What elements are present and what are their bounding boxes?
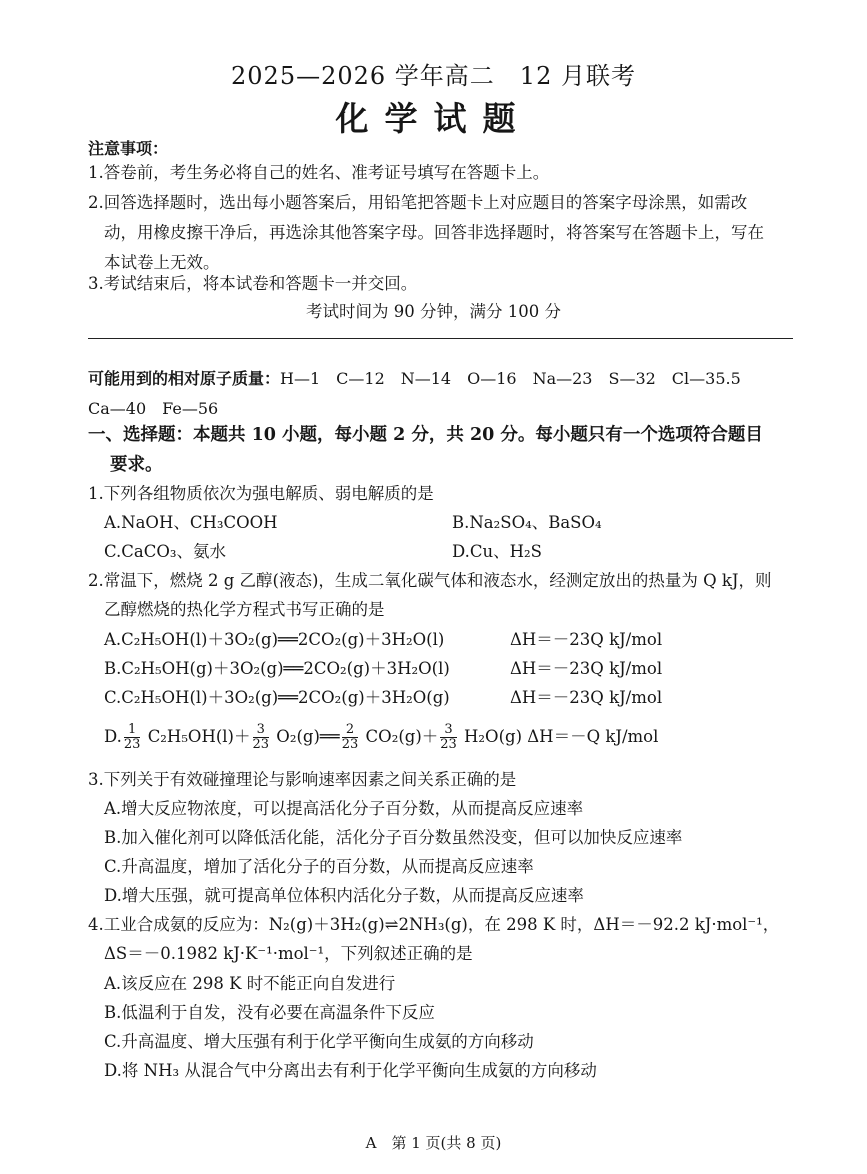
note-2 [88, 188, 800, 278]
question-2-stem-line-1: 2.常温下，燃烧 2 g 乙醇(液态)，生成二氧化碳气体和液态水，经测定放出的热量为 Q kJ，则 [88, 571, 772, 590]
divider-line [88, 338, 793, 339]
question-2-stem [88, 566, 800, 624]
fraction-3-23 [253, 723, 270, 752]
question-2-option-b-enthalpy: ΔH＝－23Q kJ/mol [510, 659, 663, 678]
fraction-numerator: 3 [253, 723, 270, 738]
section-heading-line-2: 要求。 [110, 455, 163, 475]
option-d-term-3: CO₂(g)＋ [365, 727, 439, 746]
question-2-option-c-enthalpy: ΔH＝－23Q kJ/mol [510, 688, 663, 707]
section-heading [88, 420, 800, 480]
note-3: 3.考试结束后，将本试卷和答题卡一并交回。 [88, 274, 418, 293]
question-4-option-c: C.升高温度、增大压强有利于化学平衡向生成氨的方向移动 [104, 1032, 534, 1051]
fraction-denominator: 23 [440, 737, 457, 752]
question-2-option-d [104, 722, 658, 752]
option-d-term-1: C₂H₅OH(l)＋ [147, 727, 251, 746]
fraction-denominator: 23 [341, 737, 359, 752]
question-4-stem [88, 910, 800, 968]
fraction-numerator: 2 [342, 723, 359, 738]
atomic-masses-line-1: H—1 C—12 N—14 O—16 Na—23 S—32 Cl—35.5 [280, 369, 741, 388]
atomic-masses [88, 364, 800, 424]
question-3-stem: 3.下列关于有效碰撞理论与影响速率因素之间关系正确的是 [88, 770, 517, 789]
note-2-line-3: 本试卷上无效。 [104, 253, 220, 272]
question-2-option-c-equation: C.C₂H₅OH(l)＋3O₂(g)══2CO₂(g)＋3H₂O(g) [104, 688, 450, 707]
atomic-masses-line-2: Ca—40 Fe—56 [88, 399, 219, 418]
notes-heading: 注意事项： [88, 139, 169, 158]
question-4-stem-line-1: 4.工业合成氨的反应为：N₂(g)＋3H₂(g)⇌2NH₃(g)，在 298 K 时，ΔH＝－92.2 kJ·mol⁻¹， [88, 915, 780, 934]
note-2-line-2: 动，用橡皮擦干净后，再选涂其他答案字母。回答非选择题时，将答案写在答题卡上，写在 [104, 223, 764, 242]
question-2-option-a-equation: A.C₂H₅OH(l)＋3O₂(g)══2CO₂(g)＋3H₂O(l) [104, 630, 445, 649]
fraction-numerator: 3 [440, 723, 457, 738]
question-1-option-d: D.Cu、H₂S [452, 542, 542, 561]
section-heading-line-1: 一、选择题：本题共 10 小题，每小题 2 分，共 20 分。每小题只有一个选项符合题目 [88, 425, 763, 445]
option-d-prefix: D. [104, 727, 122, 746]
fraction-denominator: 23 [252, 737, 270, 752]
fraction-2-23 [342, 723, 359, 752]
note-1: 1.答卷前，考生务必将自己的姓名、准考证号填写在答题卡上。 [88, 163, 550, 182]
question-3-option-a: A.增大反应物浓度，可以提高活化分子百分数，从而提高反应速率 [104, 799, 584, 818]
exam-time: 考试时间为 90 分钟，满分 100 分 [306, 302, 561, 321]
subject-title: 化学试题 [335, 99, 532, 138]
question-1-option-c: C.CaCO₃、氨水 [104, 542, 227, 561]
question-1-option-b: B.Na₂SO₄、BaSO₄ [452, 513, 602, 532]
question-3-option-d: D.增大压强，就可提高单位体积内活化分子数，从而提高反应速率 [104, 886, 584, 905]
atomic-masses-label: 可能用到的相对原子质量： [88, 369, 281, 388]
question-4-option-b: B.低温利于自发，没有必要在高温条件下反应 [104, 1003, 435, 1022]
option-d-term-2: O₂(g)══ [276, 727, 340, 746]
question-4-option-d: D.将 NH₃ 从混合气中分离出去有利于化学平衡向生成氨的方向移动 [104, 1061, 597, 1080]
exam-title: 2025—2026 学年高二 12 月联考 [231, 62, 636, 90]
fraction-1-23 [124, 723, 141, 752]
fraction-3-23-b [440, 723, 457, 752]
question-4-stem-line-2: ΔS＝－0.1982 kJ·K⁻¹·mol⁻¹，下列叙述正确的是 [104, 944, 473, 963]
question-1-stem: 1.下列各组物质依次为强电解质、弱电解质的是 [88, 484, 434, 503]
page-footer: A 第 1 页(共 8 页) [365, 1134, 502, 1152]
question-3-option-b: B.加入催化剂可以降低活化能，活化分子百分数虽然没变，但可以加快反应速率 [104, 828, 683, 847]
option-d-term-4: H₂O(g) ΔH＝－Q kJ/mol [464, 727, 659, 746]
fraction-denominator: 23 [123, 737, 141, 752]
question-3-option-c: C.升高温度，增加了活化分子的百分数，从而提高反应速率 [104, 857, 534, 876]
question-1-option-a: A.NaOH、CH₃COOH [104, 513, 278, 532]
question-2-option-a-enthalpy: ΔH＝－23Q kJ/mol [510, 630, 663, 649]
fraction-numerator: 1 [124, 723, 141, 738]
question-4-option-a: A.该反应在 298 K 时不能正向自发进行 [104, 974, 396, 993]
question-2-option-b-equation: B.C₂H₅OH(g)＋3O₂(g)══2CO₂(g)＋3H₂O(l) [104, 659, 450, 678]
note-2-line-1: 2.回答选择题时，选出每小题答案后，用铅笔把答题卡上对应题目的答案字母涂黑，如需改 [88, 193, 748, 212]
question-2-stem-line-2: 乙醇燃烧的热化学方程式书写正确的是 [104, 600, 385, 619]
